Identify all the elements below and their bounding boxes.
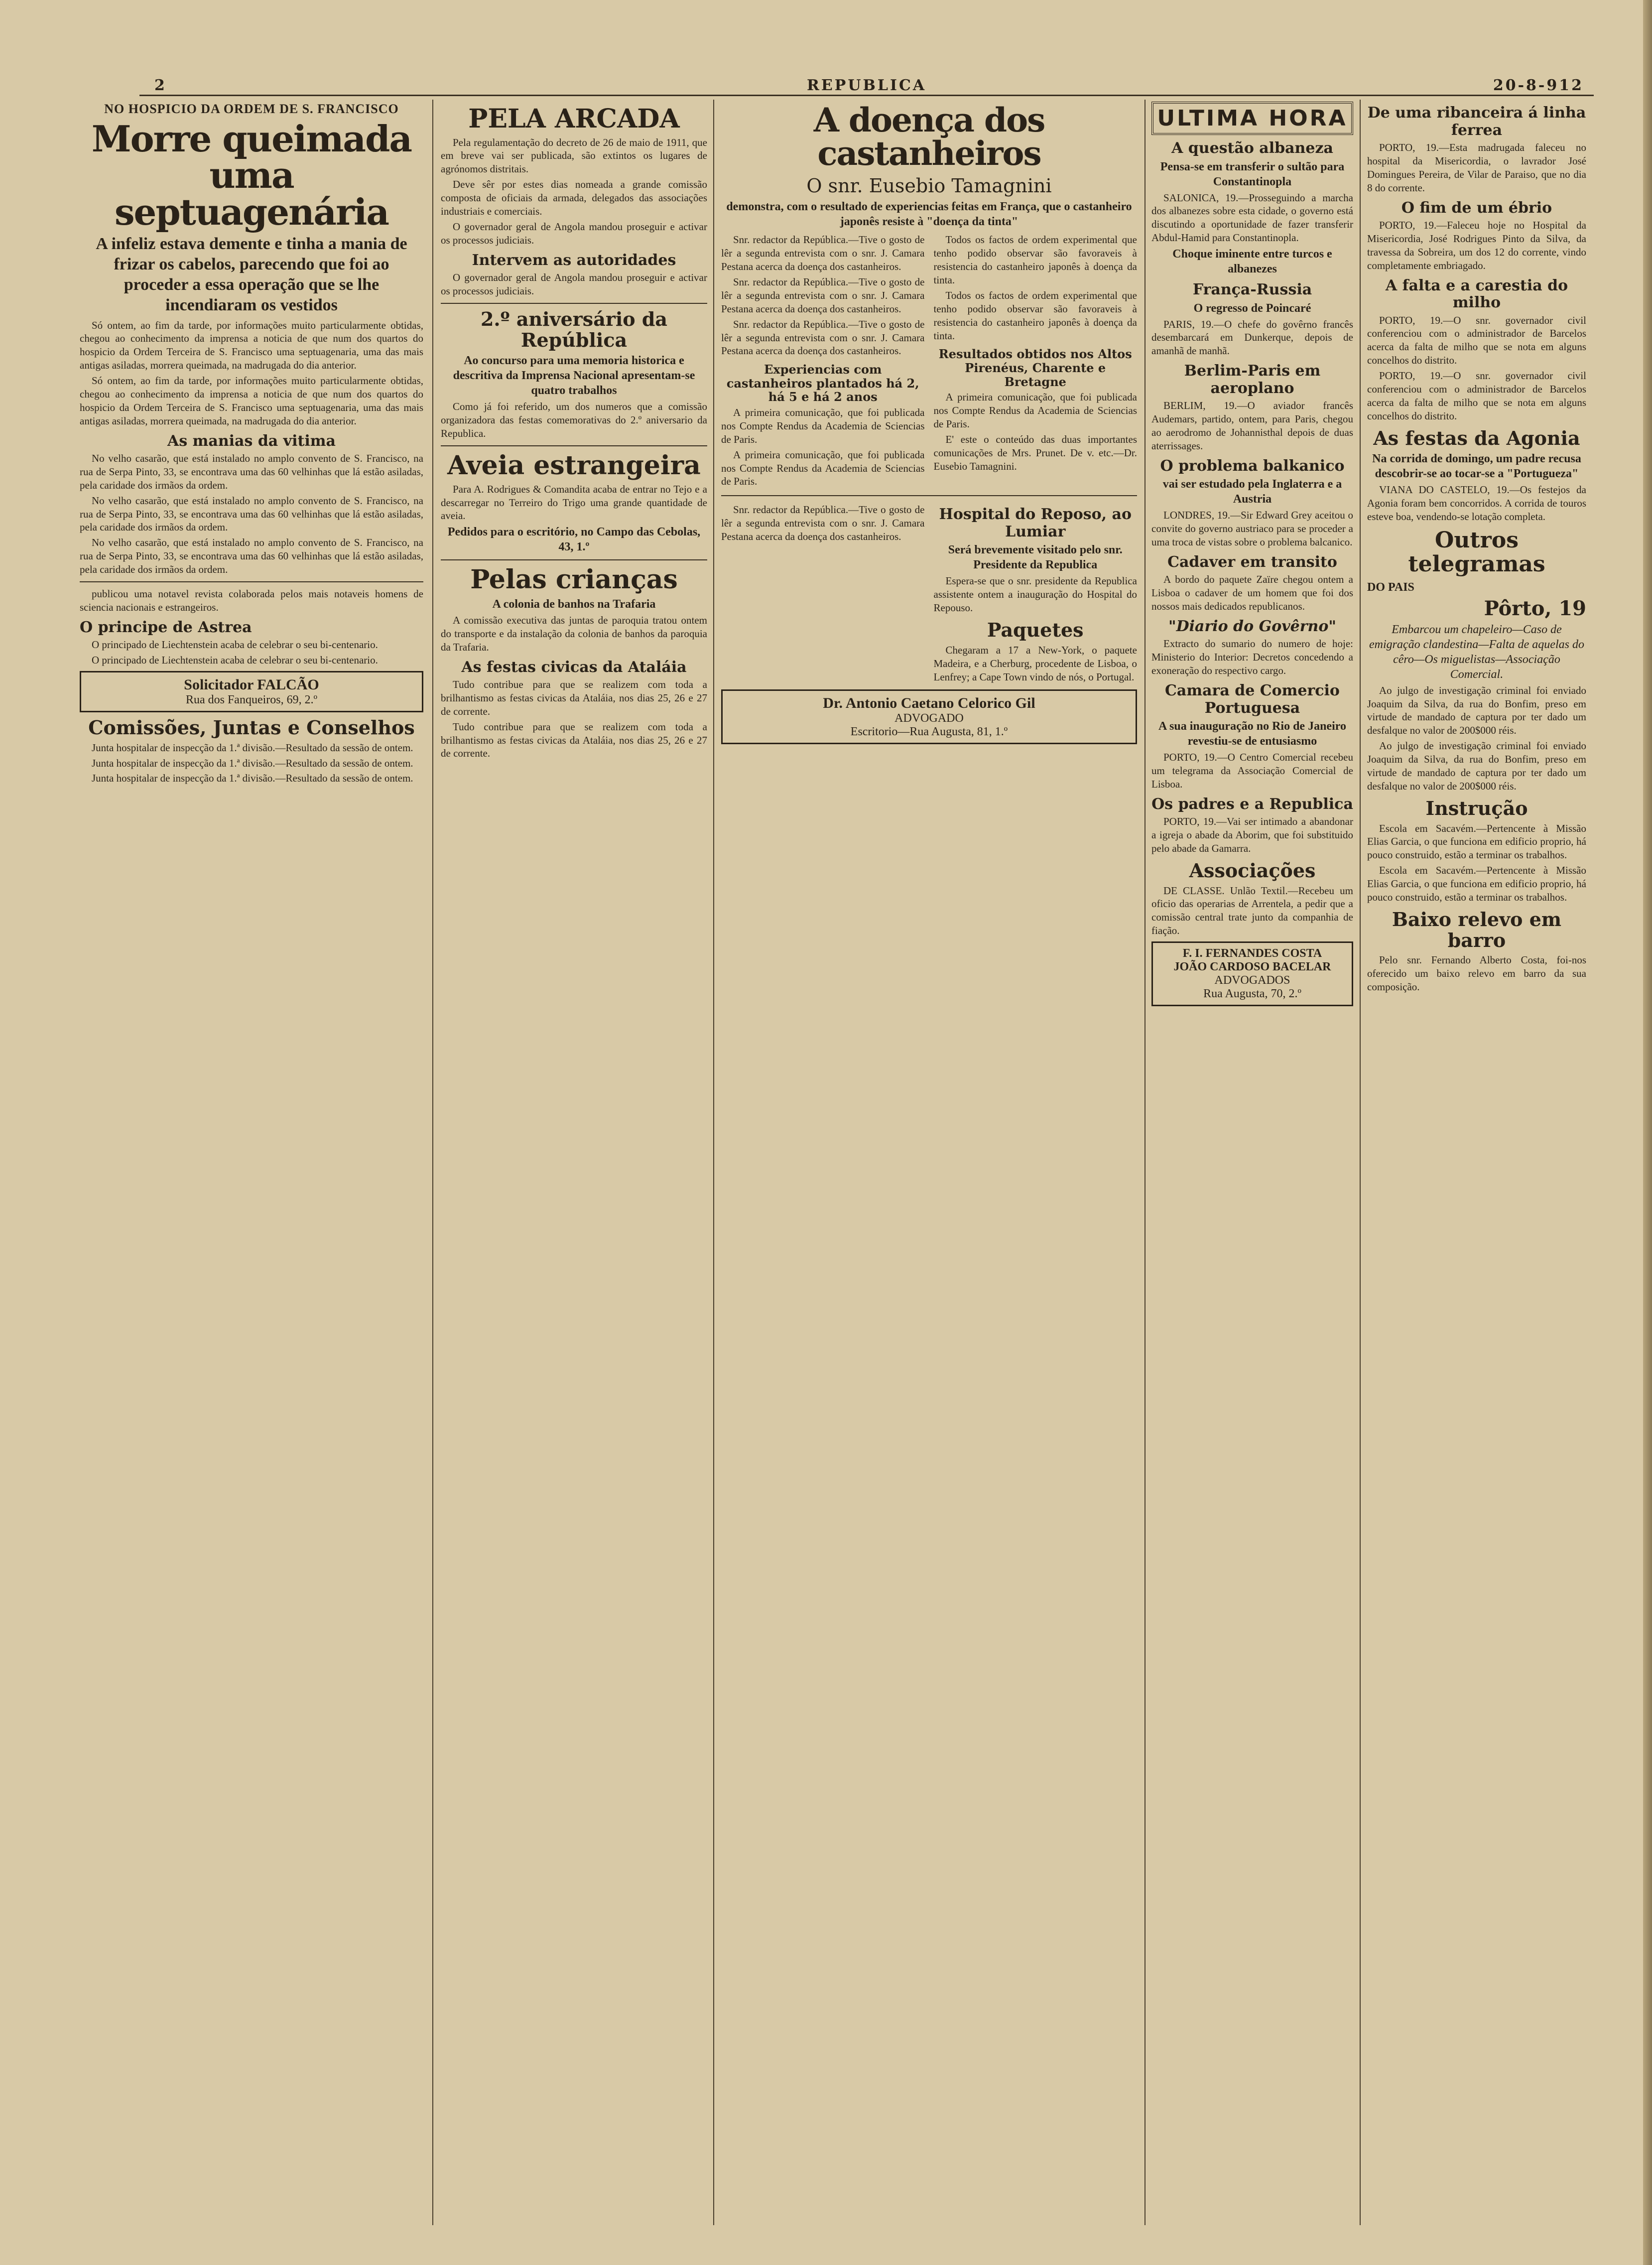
issue-date: 20-8-912 [1493, 77, 1584, 94]
ad-address: Rua Augusta, 70, 2.º [1203, 987, 1301, 1001]
article-headline: As festas da Agonia [1373, 426, 1580, 449]
text-column [934, 231, 1138, 490]
article-headline: A questão albaneza [1171, 139, 1333, 157]
divider [441, 303, 707, 304]
article-paragraph: O principado de Liechtenstein acaba de celebrar o seu bi-centenario. [92, 639, 378, 651]
article-headline: De uma ribanceira á linha ferrea [1367, 104, 1586, 139]
article-paragraph: Só ontem, ao fim da tarde, por informações muito particularmente obtidas, chegou ao conhecimento da imprensa a noticia de que num dos quartos do hospicio da Ordem Terceira de S. Francisco uma septuagenaria, uma das mais antigas asiladas, morrera queimada, na madrugada do dia anterior. [80, 375, 423, 427]
article-headline: O fim de um ébrio [1401, 199, 1552, 217]
text-column [721, 231, 925, 490]
page-fold-shadow [1643, 0, 1652, 2265]
divider [441, 445, 707, 446]
article-paragraph: PORTO, 19.—Vai ser intimado a abandonar a igreja o abade da Aborim, que foi substituido pelo abade da Gamarra. [1151, 815, 1353, 854]
article-paragraph: Snr. redactor da República.—Tive o gosto de lêr a segunda entrevista com o snr. J. Camara Pestana acerca da doença dos castanheiros. [721, 276, 925, 315]
article-headline: PELA ARCADA [468, 104, 680, 134]
article-paragraph: A comissão executiva das juntas de paroquia tratou ontem do transporte e da instalação da colonia de banhos da paroquia da Trafaria. [441, 614, 707, 653]
kicker: NO HOSPICIO DA ORDEM DE S. FRANCISCO [104, 102, 399, 116]
article-deck: A colonia de banhos na Trafaria [492, 597, 656, 611]
article-headline: Morre queimada uma septuagenária [91, 118, 412, 233]
article-paragraph: Todos os factos de ordem experimental que tenho podido observar são favoraveis à resistencia do castanheiro japonês à doença da tinta. [933, 289, 1137, 342]
article-paragraph: DE CLASSE. Unlão Textil.—Recebeu um oficio das operarias de Arrentela, a pedir que a comissão central trate junto da companhia de fiação. [1151, 884, 1353, 937]
article-paragraph: E' este o conteúdo das duas importantes comunicações de Mrs. Prunet. De v. etc.—Dr. Eusebio Tamagnini. [933, 433, 1137, 472]
article-paragraph: Pela regulamentação do decreto de 26 de maio de 1911, que em breve vai ser publicada, são extintos os lugares de agrónomos distritais. [441, 136, 707, 175]
article-paragraph: Junta hospitalar de inspecção da 1.ª divisão.—Resultado da sessão de ontem. [92, 741, 413, 754]
article-headline: Baixo relevo em barro [1392, 908, 1562, 951]
article-deck: Na corrida de domingo, um padre recusa descobrir-se ao tocar-se a "Portugueza" [1372, 452, 1581, 481]
masthead [139, 75, 1594, 96]
article-headline: Os padres e a Republica [1151, 795, 1353, 813]
article-paragraph: Espera-se que o snr. presidente da Republica assistente ontem a inauguração do Hospital do Repouso. [933, 575, 1137, 614]
article-paragraph: PARIS, 19.—O chefe do govêrno francês desembarcará em Dunkerque, depois de amanhã de manhã. [1151, 318, 1353, 357]
ad-name: F. I. FERNANDES COSTA [1182, 947, 1322, 960]
divider [441, 559, 707, 560]
article-headline: "Diario do Govêrno" [1168, 617, 1336, 635]
article-paragraph: O principado de Liechtenstein acaba de celebrar o seu bi-centenario. [92, 654, 378, 666]
article-paragraph: Junta hospitalar de inspecção da 1.ª divisão.—Resultado da sessão de ontem. [92, 772, 413, 785]
column-1 [80, 100, 423, 2235]
column-rule [1360, 100, 1361, 2225]
article-paragraph: O governador geral de Angola mandou proseguir e activar os processos judiciais. [441, 271, 707, 297]
article-paragraph: Tudo contribue para que se realizem com toda a brilhantismo as festas civicas da Ataláia, nos dias 25, 26 e 27 de corrente. [441, 678, 707, 717]
column-4 [1151, 100, 1353, 2235]
dateline: Pôrto, 19 [1484, 596, 1586, 620]
article-paragraph: Ao julgo de investigação criminal foi enviado Joaquim da Silva, da rua do Bonfim, preso em virtude de mandado de captura por ter dado um desfalque no valor de 200$000 réis. [1367, 684, 1586, 737]
article-paragraph: Como já foi referido, um dos numeros que a comissão organizadora das festas comemorativas do 2.º aniversario da Republica. [441, 400, 707, 440]
article-paragraph: Escola em Sacavém.—Pertencente à Missão Elias Garcia, o que funciona em edificio proprio, há pouco construido, estão a terminar os trabalhos. [1367, 864, 1586, 903]
column-2 [441, 100, 707, 2235]
article-paragraph: Só ontem, ao fim da tarde, por informações muito particularmente obtidas, chegou ao conhecimento da imprensa a noticia de que num dos quartos do hospicio da Ordem Terceira de S. Francisco uma septuagenaria, uma das mais antigas asiladas, morrera queimada, na madrugada do dia anterior. [80, 319, 423, 372]
ad-address: Rua dos Fanqueiros, 69, 2.º [185, 693, 318, 706]
ad-role: ADVOGADO [894, 712, 964, 725]
article-paragraph: Junta hospitalar de inspecção da 1.ª divisão.—Resultado da sessão de ontem. [92, 757, 413, 769]
article-headline: Paquetes [987, 618, 1084, 641]
article-deck: Embarcou um chapeleiro—Caso de emigração clandestina—Falta de aquelas do cêro—Os miguelistas—Associação Comercial. [1369, 623, 1584, 681]
ad-name: Dr. Antonio Caetano Celorico Gil [823, 695, 1035, 712]
bottom-row [721, 501, 1137, 685]
article-paragraph: PORTO, 19.—O Centro Comercial recebeu um telegrama da Associação Comercial de Lisboa. [1151, 751, 1353, 790]
column-rule [432, 100, 433, 2225]
article-paragraph: SALONICA, 19.—Prosseguindo a marcha dos albanezes sobre esta cidade, o governo está discutindo a oportunidade de fazer transferir Abdul-Hamid para Constantinopla. [1151, 191, 1353, 244]
article-paragraph: VIANA DO CASTELO, 19.—Os festejos da Agonia foram bem concorridos. A corrida de touros esteve boa, vendendo-se lotação completa. [1367, 484, 1586, 523]
article-paragraph: LONDRES, 19.—Sir Edward Grey aceitou o convite do governo austriaco para se proceder a uma troca de vistas sobre o problema balcanico. [1151, 509, 1353, 548]
divider [80, 581, 423, 582]
article-paragraph: A primeira comunicação, que foi publicada nos Compte Rendus da Academia de Sciencias de Paris. [721, 448, 925, 488]
article-paragraph: Todos os factos de ordem experimental que tenho podido observar são favoraveis à resistencia do castanheiro japonês à doença da tinta. [933, 234, 1137, 286]
section-subhead: As manias da vitima [167, 432, 336, 450]
article-headline: Instrução [1425, 797, 1528, 819]
article-paragraph: No velho casarão, que está instalado no amplo convento de S. Francisco, na rua de Serpa Pinto, 33, se encontrava uma das 60 velhinhas que lá estão asiladas, pela caridade dos irmãos da ordem. [80, 494, 423, 533]
article-deck: Choque iminente entre turcos e albanezes [1172, 248, 1332, 275]
advertisement [80, 671, 423, 712]
article-headline: 2.º aniversário da República [480, 307, 668, 351]
article-paragraph: Chegaram a 17 a New-York, o paquete Madeira, e a Cherburg, procedente de Lisboa, o Lenfrey; a Cape Town vindo de nós, o Portugal. [933, 644, 1137, 683]
article-deck: A infeliz estava demente e tinha a mania de frizar os cabelos, parecendo que foi ao proceder a essa operação que se lhe incendiaram os vestidos [96, 235, 407, 314]
text-column [721, 501, 925, 685]
article-deck: Ao concurso para uma memoria historica e descritiva da Imprensa Nacional apresentam-se quatro trabalhos [453, 354, 695, 398]
article-deck: Será brevemente visitado pelo snr. Presidente da Republica [948, 543, 1123, 572]
article-headline: Comissões, Juntas e Conselhos [88, 716, 415, 739]
article-paragraph: Snr. redactor da República.—Tive o gosto de lêr a segunda entrevista com o snr. J. Camara Pestana acerca da doença dos castanheiros. [721, 504, 925, 543]
section-subhead: Experiencias com castanheiros plantados há 2, há 5 e há 2 anos [726, 362, 919, 404]
article-deck: O regresso de Poincaré [1193, 301, 1311, 315]
article-paragraph: Ao julgo de investigação criminal foi enviado Joaquim da Silva, da rua do Bonfim, preso em virtude de mandado de captura por ter dado um desfalque no valor de 200$000 réis. [1367, 740, 1586, 792]
article-headline: Berlim-Paris em aeroplano [1184, 362, 1321, 397]
article-paragraph: Pelo snr. Fernando Alberto Costa, foi-nos oferecido um baixo relevo em barro da sua composição. [1367, 954, 1586, 993]
article-headline: As festas civicas da Ataláia [461, 658, 687, 676]
article-headline: Camara de Comercio Portuguesa [1165, 682, 1340, 717]
article-paragraph: O governador geral de Angola mandou proseguir e activar os processos judiciais. [441, 220, 707, 246]
article-deck: DO PAIS [1367, 580, 1414, 594]
article-paragraph: No velho casarão, que está instalado no amplo convento de S. Francisco, na rua de Serpa Pinto, 33, se encontrava uma das 60 velhinhas que lá estão asiladas, pela caridade dos irmãos da ordem. [80, 536, 423, 575]
advertisement [721, 689, 1137, 744]
article-headline: França-Russia [1192, 281, 1312, 298]
ad-address: Escritorio—Rua Augusta, 81, 1.º [850, 725, 1008, 739]
article-paragraph: No velho casarão, que está instalado no amplo convento de S. Francisco, na rua de Serpa Pinto, 33, se encontrava uma das 60 velhinhas que lá estão asiladas, pela caridade dos irmãos da ordem. [80, 452, 423, 491]
article-deck: Pensa-se em transferir o sultão para Constantinopla [1160, 160, 1345, 188]
advertisement [1151, 941, 1353, 1006]
article-headline: Associações [1189, 859, 1316, 882]
article-paragraph: Extracto do sumario do numero de hoje: Ministerio do Interior: Decretos concedendo a exoneração do respectivo cargo. [1151, 638, 1353, 677]
article-paragraph: Tudo contribue para que se realizem com toda a brilhantismo as festas civicas da Ataláia, nos dias 25, 26 e 27 de corrente. [441, 720, 707, 760]
article-paragraph: BERLIM, 19.—O aviador francês Audemars, partido, ontem, para Paris, chegou ao aerodromo de Johannisthal depois de duas aterrissages. [1151, 400, 1353, 452]
article-headline: Pelas crianças [470, 564, 678, 595]
article-headline: O problema balkanico [1160, 457, 1345, 475]
article-subhead: O snr. Eusebio Tamagnini [806, 174, 1052, 197]
section-subhead: Resultados obtidos nos Altos Pirenéus, Charente e Bretagne [938, 347, 1132, 389]
article-headline: Outros telegramas [1408, 527, 1545, 577]
paper-name: REPUBLICA [807, 77, 927, 94]
article-paragraph: Snr. redactor da República.—Tive o gosto de lêr a segunda entrevista com o snr. J. Camara Pestana acerca da doença dos castanheiros. [721, 234, 925, 273]
article-paragraph: Deve sêr por estes dias nomeada a grande comissão composta de oficiais da armada, delegados das associações industriais e comerciais. [441, 178, 707, 217]
article-paragraph: PORTO, 19.—Faleceu hoje no Hospital da Misericordia, José Rodrigues Pinto da Silva, da travessa da Sobreira, um dos 12 do corrente, vindo completamente embriagado. [1367, 219, 1586, 271]
two-column-text [721, 231, 1137, 490]
article-deck: Pedidos para o escritório, no Campo das Cebolas, 43, 1.º [447, 526, 701, 554]
article-headline: Hospital do Reposo, ao Lumiar [939, 506, 1132, 540]
article-paragraph: A primeira comunicação, que foi publicada nos Compte Rendus da Academia de Sciencias de Paris. [721, 406, 925, 445]
article-paragraph: Para A. Rodrigues & Comandita acaba de entrar no Tejo e a descarregar no Terreiro do Trigo uma grande quantidade de aveia. [441, 483, 707, 522]
column-rule [713, 100, 714, 2225]
article-deck: demonstra, com o resultado de experiencias feitas em França, que o castanheiro japonês resiste à "doença da tinta" [726, 200, 1132, 229]
article-headline: A falta e a carestia do milho [1385, 276, 1568, 311]
section-subhead: Intervem as autoridades [472, 251, 676, 269]
ad-role: ADVOGADOS [1214, 974, 1290, 987]
article-paragraph: Escola em Sacavém.—Pertencente à Missão Elias Garcia, o que funciona em edificio proprio, há pouco construido, estão a terminar os trabalhos. [1367, 822, 1586, 861]
ad-name: JOÃO CARDOSO BACELAR [1173, 960, 1331, 974]
article-paragraph: A bordo do paquete Zaïre chegou ontem a Lisboa o cadaver de um homem que foi dos nossos mais dedicados republicanos. [1151, 573, 1353, 612]
section-subhead: O principe de Astrea [80, 618, 252, 636]
article-headline: A doença dos castanheiros [813, 101, 1045, 173]
divider [721, 495, 1137, 496]
article-headline: Aveia estrangeira [447, 450, 701, 481]
article-paragraph: publicou uma notavel revista colaborada pelos mais notaveis homens de sciencia nacionais e estrangeiros. [80, 587, 423, 613]
article-paragraph: PORTO, 19.—O snr. governador civil conferenciou com o administrador de Barcelos acerca da falta de milho que se nota em alguns concelhos do distrito. [1367, 314, 1586, 367]
text-column [934, 501, 1138, 685]
article-paragraph: Snr. redactor da República.—Tive o gosto de lêr a segunda entrevista com o snr. J. Camara Pestana acerca da doença dos castanheiros. [721, 318, 925, 357]
column-rule [1144, 100, 1145, 2225]
article-deck: A sua inauguração no Rio de Janeiro revestiu-se de entusiasmo [1158, 720, 1346, 748]
column-5 [1367, 100, 1586, 2235]
ultima-hora-banner: ULTIMA HORA [1151, 102, 1353, 135]
article-paragraph: PORTO, 19.—O snr. governador civil conferenciou com o administrador de Barcelos acerca da falta de milho que se nota em alguns concelhos do distrito. [1367, 370, 1586, 422]
ad-name: Solicitador FALCÃO [184, 676, 319, 693]
page-number: 2 [154, 77, 167, 94]
article-deck: vai ser estudado pela Inglaterra e a Austria [1162, 478, 1342, 506]
column-3 [721, 100, 1137, 2235]
article-headline: Cadaver em transito [1167, 553, 1337, 571]
article-paragraph: A primeira comunicação, que foi publicada nos Compte Rendus da Academia de Sciencias de Paris. [933, 391, 1137, 430]
article-paragraph: PORTO, 19.—Esta madrugada faleceu no hospital da Misericordia, o lavrador José Domingues Pereira, de Vilar de Paraiso, que no dia 8 do corrente. [1367, 141, 1586, 194]
